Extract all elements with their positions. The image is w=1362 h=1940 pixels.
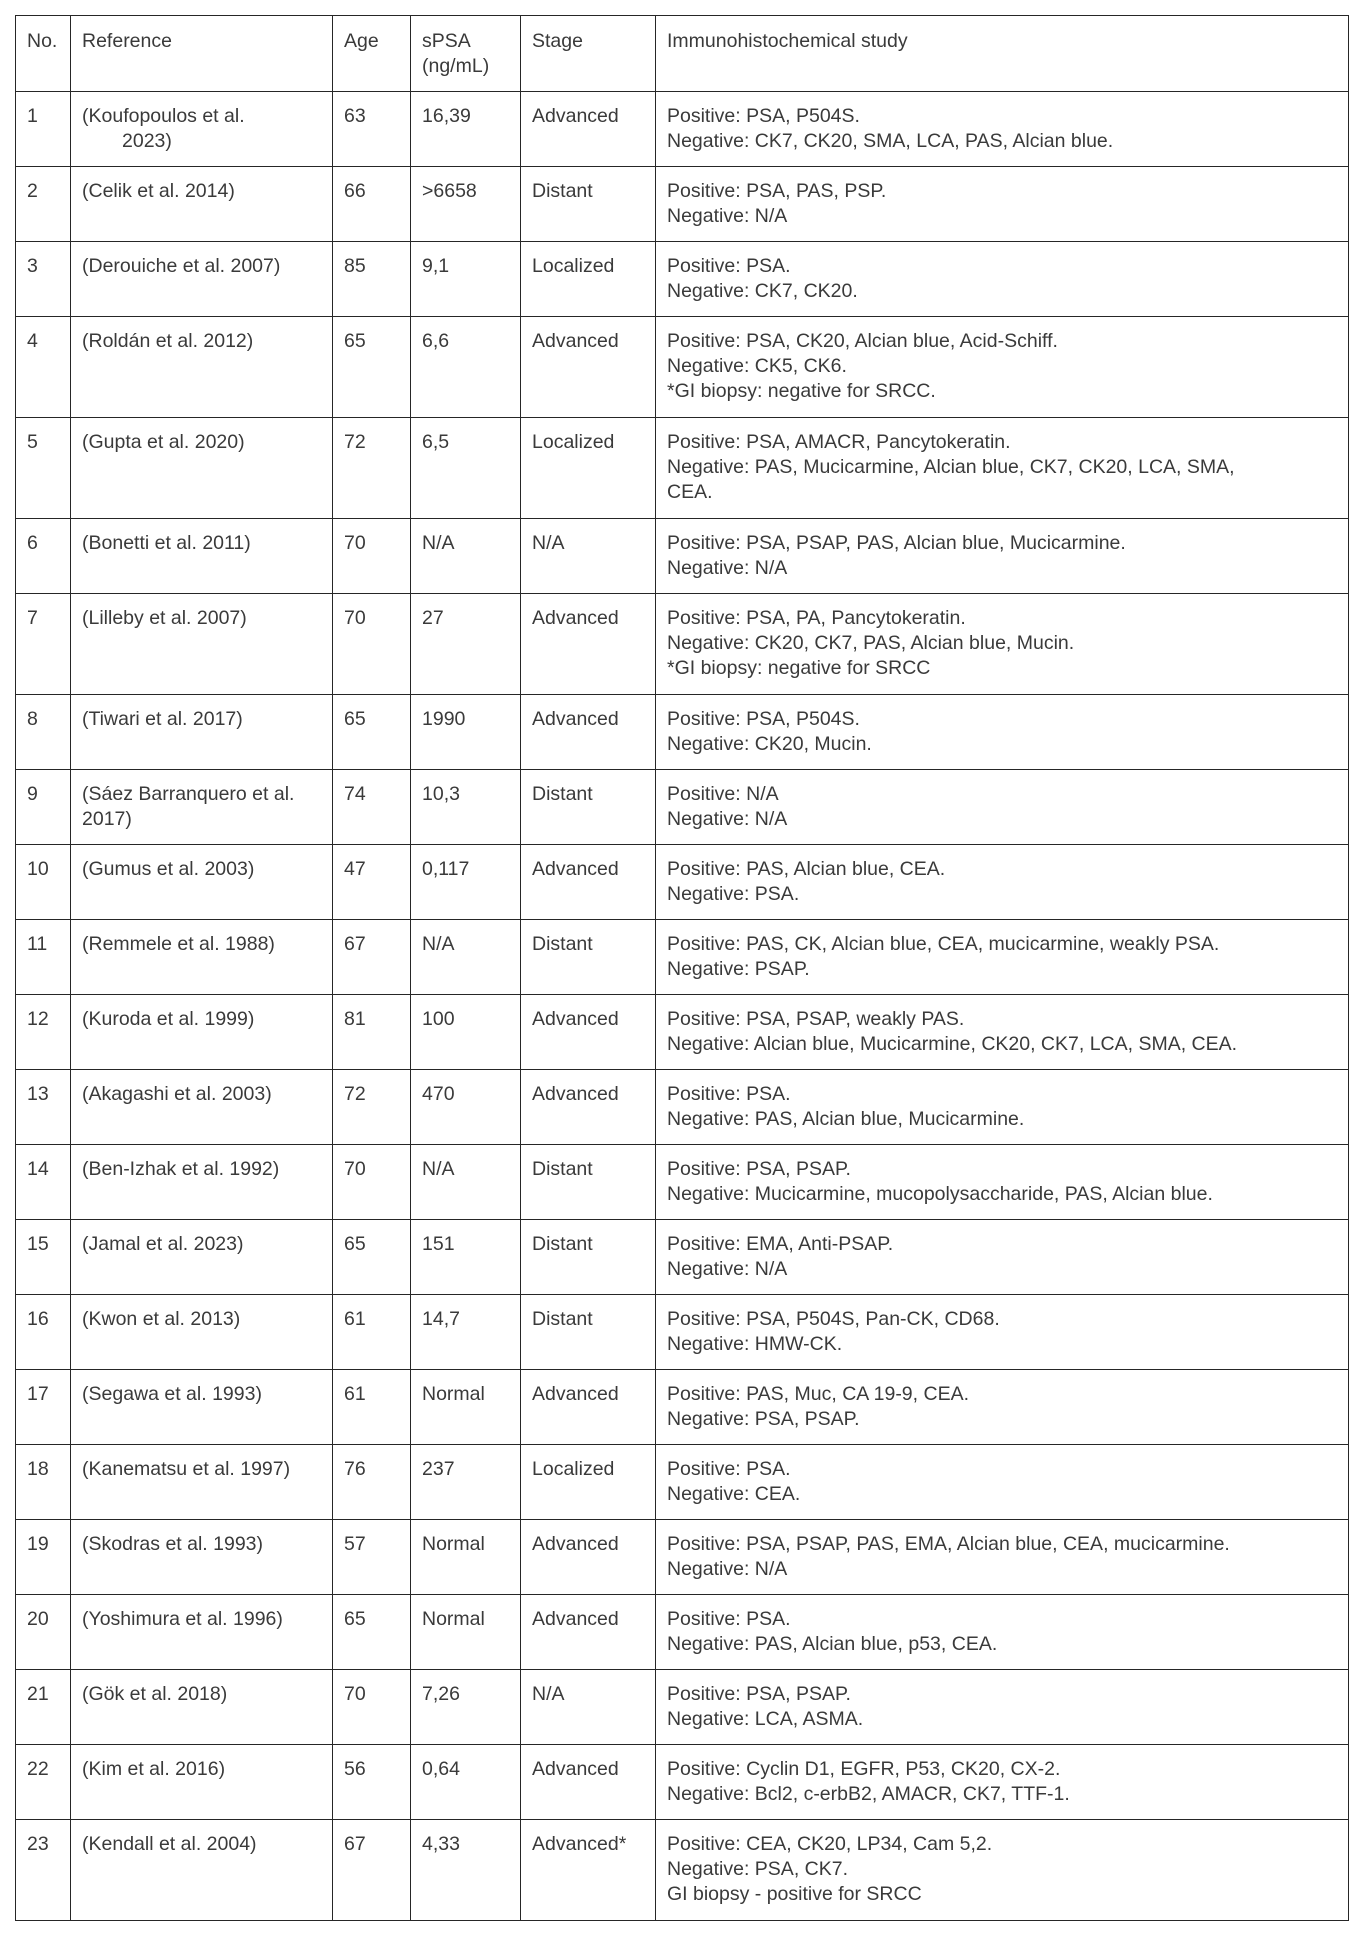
case-number: 5 <box>16 418 71 519</box>
case-age: 81 <box>333 995 411 1070</box>
case-spsa: Normal <box>411 1520 521 1595</box>
ihc-line: Negative: Bcl2, c-erbB2, AMACR, CK7, TTF-1. <box>667 1783 1070 1805</box>
case-spsa: 6,5 <box>411 418 521 519</box>
table-row <box>16 995 1349 1070</box>
ihc-line: Negative: PSA, CK7. <box>667 1858 849 1880</box>
case-spsa: 10,3 <box>411 770 521 845</box>
table-header-row <box>16 16 1349 92</box>
reference-text: (Yoshimura et al. 1996) <box>82 1608 283 1630</box>
table-row <box>16 1670 1349 1745</box>
case-reference <box>71 594 333 695</box>
case-spsa: 470 <box>411 1070 521 1145</box>
case-reference <box>71 845 333 920</box>
case-reference <box>71 519 333 594</box>
case-ihc <box>656 1070 1349 1145</box>
case-age: 76 <box>333 1445 411 1520</box>
case-reference <box>71 1145 333 1220</box>
case-ihc <box>656 1145 1349 1220</box>
case-stage: Localized <box>521 418 656 519</box>
case-age: 67 <box>333 920 411 995</box>
case-reference <box>71 1070 333 1145</box>
reference-text: (Bonetti et al. 2011) <box>82 532 251 554</box>
ihc-line: Negative: PAS, Mucicarmine, Alcian blue, CK7, CK20, LCA, SMA, <box>667 456 1235 478</box>
case-number: 19 <box>16 1520 71 1595</box>
case-stage: Advanced <box>521 92 656 167</box>
table-row <box>16 519 1349 594</box>
case-ihc <box>656 594 1349 695</box>
ihc-line: Negative: HMW-CK. <box>667 1333 843 1355</box>
case-ihc <box>656 1745 1349 1820</box>
case-age: 70 <box>333 1145 411 1220</box>
table-row <box>16 418 1349 519</box>
table-row <box>16 242 1349 317</box>
case-ihc <box>656 317 1349 418</box>
case-age: 56 <box>333 1745 411 1820</box>
case-ihc <box>656 1595 1349 1670</box>
reference-text: (Kwon et al. 2013) <box>82 1308 241 1330</box>
case-ihc <box>656 920 1349 995</box>
header-reference: Reference <box>71 16 333 92</box>
ihc-line: Positive: PSA. <box>667 1608 791 1630</box>
ihc-line: Positive: PAS, Alcian blue, CEA. <box>667 858 946 880</box>
ihc-line: Negative: PSAP. <box>667 958 810 980</box>
case-number: 17 <box>16 1370 71 1445</box>
ihc-line: Negative: CEA. <box>667 1483 801 1505</box>
ihc-line: Positive: PSA, P504S. <box>667 105 860 127</box>
case-stage: Advanced <box>521 695 656 770</box>
case-stage: Distant <box>521 770 656 845</box>
case-stage: Advanced <box>521 1370 656 1445</box>
case-number: 8 <box>16 695 71 770</box>
ihc-line: Negative: PSA, PSAP. <box>667 1408 860 1430</box>
case-number: 9 <box>16 770 71 845</box>
ihc-line: *GI biopsy: negative for SRCC <box>667 657 931 679</box>
table-row <box>16 167 1349 242</box>
table-row <box>16 1445 1349 1520</box>
case-number: 12 <box>16 995 71 1070</box>
case-age: 47 <box>333 845 411 920</box>
ihc-line: Negative: CK20, Mucin. <box>667 733 872 755</box>
table-row <box>16 1520 1349 1595</box>
case-ihc <box>656 167 1349 242</box>
case-stage: Distant <box>521 1145 656 1220</box>
case-number: 11 <box>16 920 71 995</box>
case-number: 20 <box>16 1595 71 1670</box>
reference-text: (Akagashi et al. 2003) <box>82 1083 272 1105</box>
header-spsa-unit: (ng/mL) <box>422 55 490 77</box>
case-ihc <box>656 995 1349 1070</box>
case-ihc <box>656 1220 1349 1295</box>
ihc-line: Positive: PSA, CK20, Alcian blue, Acid-Schiff. <box>667 330 1058 352</box>
reference-text: (Tiwari et al. 2017) <box>82 708 243 730</box>
reference-text: (Gumus et al. 2003) <box>82 858 255 880</box>
ihc-line: Negative: N/A <box>667 1258 788 1280</box>
reference-text: (Kuroda et al. 1999) <box>82 1008 255 1030</box>
case-stage: Distant <box>521 1220 656 1295</box>
reference-text: (Kim et al. 2016) <box>82 1758 226 1780</box>
case-reference <box>71 418 333 519</box>
case-ihc <box>656 1520 1349 1595</box>
case-age: 65 <box>333 1220 411 1295</box>
ihc-line: Negative: Alcian blue, Mucicarmine, CK20, CK7, LCA, SMA, CEA. <box>667 1033 1238 1055</box>
case-reference <box>71 1445 333 1520</box>
case-spsa: 6,6 <box>411 317 521 418</box>
ihc-line: Negative: PSA. <box>667 883 800 905</box>
case-reference <box>71 1520 333 1595</box>
reference-text: (Jamal et al. 2023) <box>82 1233 244 1255</box>
case-ihc <box>656 1820 1349 1921</box>
case-spsa: 7,26 <box>411 1670 521 1745</box>
ihc-line: Positive: PSA, PSAP. <box>667 1683 851 1705</box>
case-ihc <box>656 1370 1349 1445</box>
ihc-line: Positive: N/A <box>667 783 779 805</box>
table-row <box>16 1370 1349 1445</box>
case-reference <box>71 770 333 845</box>
header-age: Age <box>333 16 411 92</box>
case-number: 2 <box>16 167 71 242</box>
table-row <box>16 1220 1349 1295</box>
ihc-line: Negative: PAS, Alcian blue, p53, CEA. <box>667 1633 998 1655</box>
reference-text: (Roldán et al. 2012) <box>82 330 254 352</box>
case-age: 72 <box>333 418 411 519</box>
ihc-line: Negative: N/A <box>667 1558 788 1580</box>
case-ihc <box>656 418 1349 519</box>
ihc-line: Negative: CK5, CK6. <box>667 355 847 377</box>
case-number: 23 <box>16 1820 71 1921</box>
table-row <box>16 1145 1349 1220</box>
case-age: 65 <box>333 1595 411 1670</box>
case-age: 70 <box>333 594 411 695</box>
case-reference <box>71 995 333 1070</box>
ihc-line: Positive: PSA, AMACR, Pancytokeratin. <box>667 431 1011 453</box>
case-number: 18 <box>16 1445 71 1520</box>
case-stage: Localized <box>521 1445 656 1520</box>
case-ihc <box>656 1445 1349 1520</box>
reference-year: 2017) <box>82 808 132 830</box>
ihc-line: Positive: PAS, Muc, CA 19-9, CEA. <box>667 1383 970 1405</box>
case-spsa: 16,39 <box>411 92 521 167</box>
case-number: 10 <box>16 845 71 920</box>
reference-text: (Gupta et al. 2020) <box>82 431 245 453</box>
case-stage: Advanced <box>521 594 656 695</box>
ihc-line: Positive: PAS, CK, Alcian blue, CEA, mucicarmine, weakly PSA. <box>667 933 1220 955</box>
case-reference <box>71 1220 333 1295</box>
case-ihc <box>656 695 1349 770</box>
case-stage: Advanced <box>521 1520 656 1595</box>
case-reference <box>71 1295 333 1370</box>
case-table <box>15 15 1349 1921</box>
case-stage: N/A <box>521 1670 656 1745</box>
case-ihc <box>656 519 1349 594</box>
case-ihc <box>656 770 1349 845</box>
case-spsa: N/A <box>411 1145 521 1220</box>
case-spsa: 100 <box>411 995 521 1070</box>
case-reference <box>71 695 333 770</box>
case-stage: Distant <box>521 920 656 995</box>
case-age: 65 <box>333 317 411 418</box>
reference-text: (Sáez Barranquero et al. <box>82 783 295 805</box>
case-reference <box>71 1595 333 1670</box>
header-spsa-label: sPSA <box>422 30 471 52</box>
case-age: 70 <box>333 1670 411 1745</box>
ihc-line: Positive: PSA, PSAP, PAS, Alcian blue, Mucicarmine. <box>667 532 1126 554</box>
case-stage: Distant <box>521 167 656 242</box>
header-ihc: Immunohistochemical study <box>656 16 1349 92</box>
reference-text: (Derouiche et al. 2007) <box>82 255 281 277</box>
ihc-line: Positive: Cyclin D1, EGFR, P53, CK20, CX-2. <box>667 1758 1061 1780</box>
reference-text: (Skodras et al. 1993) <box>82 1533 264 1555</box>
case-spsa: 14,7 <box>411 1295 521 1370</box>
ihc-line: Positive: PSA. <box>667 1458 791 1480</box>
case-age: 70 <box>333 519 411 594</box>
reference-year: 2023) <box>122 130 172 152</box>
table-row <box>16 695 1349 770</box>
case-ihc <box>656 1670 1349 1745</box>
ihc-line: Negative: N/A <box>667 205 788 227</box>
case-number: 22 <box>16 1745 71 1820</box>
case-age: 67 <box>333 1820 411 1921</box>
case-age: 57 <box>333 1520 411 1595</box>
table-row <box>16 1820 1349 1921</box>
ihc-line: Positive: CEA, CK20, LP34, Cam 5,2. <box>667 1833 993 1855</box>
case-spsa: 0,117 <box>411 845 521 920</box>
case-stage: Advanced <box>521 317 656 418</box>
reference-text: (Koufopoulos et al. <box>82 105 245 127</box>
header-spsa <box>411 16 521 92</box>
case-age: 85 <box>333 242 411 317</box>
case-rows <box>16 92 1349 1921</box>
case-reference <box>71 1745 333 1820</box>
ihc-line: Positive: PSA, PSAP, PAS, EMA, Alcian blue, CEA, mucicarmine. <box>667 1533 1230 1555</box>
case-spsa: 0,64 <box>411 1745 521 1820</box>
case-reference <box>71 1370 333 1445</box>
ihc-line: Negative: Mucicarmine, mucopolysaccharide, PAS, Alcian blue. <box>667 1183 1213 1205</box>
reference-text: (Celik et al. 2014) <box>82 180 235 202</box>
case-spsa: Normal <box>411 1370 521 1445</box>
case-spsa: 151 <box>411 1220 521 1295</box>
ihc-line: Positive: PSA, P504S. <box>667 708 860 730</box>
ihc-line: Positive: PSA. <box>667 255 791 277</box>
case-spsa: 9,1 <box>411 242 521 317</box>
case-age: 65 <box>333 695 411 770</box>
case-number: 14 <box>16 1145 71 1220</box>
case-stage: Advanced <box>521 845 656 920</box>
reference-text: (Lilleby et al. 2007) <box>82 607 247 629</box>
table-row <box>16 920 1349 995</box>
reference-text: (Segawa et al. 1993) <box>82 1383 262 1405</box>
case-spsa: 27 <box>411 594 521 695</box>
case-spsa: >6658 <box>411 167 521 242</box>
case-spsa: Normal <box>411 1595 521 1670</box>
case-number: 13 <box>16 1070 71 1145</box>
case-number: 21 <box>16 1670 71 1745</box>
case-reference <box>71 920 333 995</box>
case-stage: Advanced* <box>521 1820 656 1921</box>
table-row <box>16 594 1349 695</box>
case-reference <box>71 1670 333 1745</box>
table-row <box>16 1070 1349 1145</box>
ihc-line: Negative: N/A <box>667 808 788 830</box>
case-number: 4 <box>16 317 71 418</box>
case-age: 61 <box>333 1295 411 1370</box>
case-reference <box>71 167 333 242</box>
table-row <box>16 1745 1349 1820</box>
ihc-line: Positive: PSA, PAS, PSP. <box>667 180 887 202</box>
case-age: 66 <box>333 167 411 242</box>
case-stage: Advanced <box>521 1070 656 1145</box>
case-stage: Advanced <box>521 995 656 1070</box>
case-age: 72 <box>333 1070 411 1145</box>
ihc-line: Negative: N/A <box>667 557 788 579</box>
ihc-line: Positive: PSA. <box>667 1083 791 1105</box>
case-age: 61 <box>333 1370 411 1445</box>
case-number: 15 <box>16 1220 71 1295</box>
ihc-line: Negative: PAS, Alcian blue, Mucicarmine. <box>667 1108 1025 1130</box>
case-stage: Advanced <box>521 1745 656 1820</box>
ihc-line: Negative: CK7, CK20, SMA, LCA, PAS, Alcian blue. <box>667 130 1114 152</box>
table-row <box>16 317 1349 418</box>
case-spsa: 1990 <box>411 695 521 770</box>
case-spsa: N/A <box>411 519 521 594</box>
table-row <box>16 92 1349 167</box>
case-number: 6 <box>16 519 71 594</box>
case-spsa: 4,33 <box>411 1820 521 1921</box>
case-stage: Localized <box>521 242 656 317</box>
case-stage: Advanced <box>521 1595 656 1670</box>
ihc-line: Negative: CK7, CK20. <box>667 280 858 302</box>
case-age: 63 <box>333 92 411 167</box>
table-row <box>16 845 1349 920</box>
reference-text: (Gök et al. 2018) <box>82 1683 228 1705</box>
case-spsa: N/A <box>411 920 521 995</box>
ihc-line: Positive: PSA, PSAP. <box>667 1158 851 1180</box>
case-number: 16 <box>16 1295 71 1370</box>
case-reference <box>71 317 333 418</box>
case-number: 1 <box>16 92 71 167</box>
case-stage: Distant <box>521 1295 656 1370</box>
ihc-line: Positive: PSA, PA, Pancytokeratin. <box>667 607 966 629</box>
case-ihc <box>656 92 1349 167</box>
case-ihc <box>656 1295 1349 1370</box>
reference-text: (Kanematsu et al. 1997) <box>82 1458 291 1480</box>
case-reference <box>71 1820 333 1921</box>
case-number: 7 <box>16 594 71 695</box>
ihc-line: CEA. <box>667 481 713 503</box>
ihc-line: Negative: LCA, ASMA. <box>667 1708 864 1730</box>
reference-text: (Ben-Izhak et al. 1992) <box>82 1158 280 1180</box>
ihc-line: Negative: CK20, CK7, PAS, Alcian blue, Mucin. <box>667 632 1075 654</box>
case-number: 3 <box>16 242 71 317</box>
ihc-line: *GI biopsy: negative for SRCC. <box>667 380 936 402</box>
table-row <box>16 1295 1349 1370</box>
ihc-line: GI biopsy - positive for SRCC <box>667 1883 922 1905</box>
header-no: No. <box>16 16 71 92</box>
ihc-line: Positive: PSA, PSAP, weakly PAS. <box>667 1008 965 1030</box>
case-age: 74 <box>333 770 411 845</box>
case-reference <box>71 92 333 167</box>
case-spsa: 237 <box>411 1445 521 1520</box>
case-ihc <box>656 845 1349 920</box>
case-stage: N/A <box>521 519 656 594</box>
table-row <box>16 1595 1349 1670</box>
reference-text: (Remmele et al. 1988) <box>82 933 275 955</box>
case-ihc <box>656 242 1349 317</box>
reference-text: (Kendall et al. 2004) <box>82 1833 257 1855</box>
ihc-line: Positive: PSA, P504S, Pan-CK, CD68. <box>667 1308 1000 1330</box>
ihc-line: Positive: EMA, Anti-PSAP. <box>667 1233 894 1255</box>
header-stage: Stage <box>521 16 656 92</box>
table-row <box>16 770 1349 845</box>
case-reference <box>71 242 333 317</box>
